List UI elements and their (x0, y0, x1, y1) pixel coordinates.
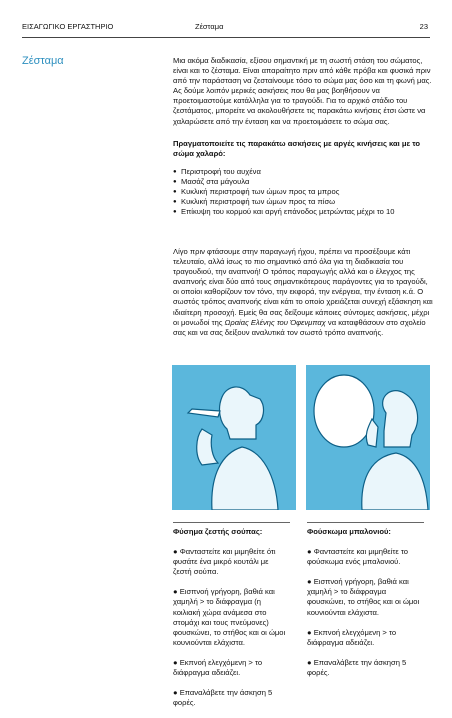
breathing-illustration (172, 365, 430, 510)
list-item: ● Εκπνοή ελεγχόμενη > το διάφραγμα αδειάζει. (173, 657, 263, 678)
workshop-label: ΕΙΣΑΓΩΓΙΚΟ ΕΡΓΑΣΤΗΡΙΟ (22, 22, 114, 31)
list-item: ● Επίκυψη του κορμού και αργή επάνοδος μετρώντας μέχρι το 10 (173, 207, 433, 217)
operetta-title: Ωραίας Ελένης του Όφενμπαχ (224, 317, 326, 327)
chapter-label: Ζέσταμα (195, 22, 224, 31)
warmup-list (173, 167, 433, 217)
soup-exercise-title: Φύσημα ζεστής σούπας: (173, 527, 263, 536)
exercise-divider-left (173, 522, 290, 523)
list-item: ● Κυκλική περιστροφή των ώμων προς τα μπρος (173, 187, 433, 197)
list-item: ● Εκπνοή ελεγχόμενη > το διάφραγμα αδειάζει. (307, 627, 397, 647)
list-item: ● Επαναλάβετε την άσκηση 5 φορές. (173, 688, 273, 708)
list-item: ● Περιστροφή του αυχένα (173, 167, 433, 177)
section-title: Ζέσταμα (22, 55, 64, 67)
list-item: ● Εισπνοή γρήγορη, βαθιά και χαμηλή > το διάφραγμα φουσκώνει, το στήθος και οι ώμοι κουνιούνται ελάχιστα. (307, 577, 420, 617)
list-item: ● Κυκλική περιστροφή των ώμων προς τα πίσω (173, 197, 433, 207)
soup-exercise (173, 527, 289, 718)
page-number: 23 (419, 22, 428, 31)
paragraph-text: Λίγο πριν φτάσουμε στην παραγωγή ήχου, πρέπει να προσέξουμε κάτι τελευταίο, αλλά ίσως το πιο σημαντικό από όλα για τη διαδικασία του τραγουδιού, την αναπνοή! Ο τρόπος παραγωγής αλλά και ο έλεγχος της αναπνοής είναι δύο από τους σημαντικότερους παράγοντες για το τραγούδι, οι οποίοι καθορίζουν τον τόνο, την εκφορά, την ενέργεια, την ένταση κ.ά. Ο σωστός τρόπος αναπνοής είναι κάτι το οποίο χρειάζεται συνεχή εξάσκηση και ιδιαίτερη προσοχή. Εμείς θα σας δείξουμε κάποιες σύντομες ασκήσεις, μέχρι οι μονωδοί της (173, 247, 433, 327)
breathing-paragraph (173, 247, 433, 338)
header-divider (22, 37, 430, 38)
paragraph-text: να καταφθάσουν στο σχολείο σας και να σας δείξουν αναλυτικά τον σωστό τρόπο αναπνοής. (173, 317, 426, 337)
exercise-subheading: Πραγματοποιείτε τις παρακάτω ασκήσεις με αργές κινήσεις και με το σώμα χαλαρό: (173, 139, 421, 159)
list-item: ● Φανταστείτε και μιμηθείτε ότι φυσάτε ένα μικρό κουτάλι με ζεστή σούπα. (173, 547, 276, 577)
exercise-divider-right (307, 522, 424, 523)
intro-paragraph: Μια ακόμα διαδικασία, εξίσου σημαντική με τη σωστή στάση του σώματος, είναι και το ζέσταμα. Είναι απαραίτητο πριν από κάθε πρόβα και φυσικά πριν από την παράσταση να ζεσταίνουμε τόσο το σώμα μας όσο και τη φωνή μας. Ας δούμε λοιπόν μερικές ασκήσεις που θα μας βοηθήσουν να προετοιμαστούμε κατάλληλα για το τραγούδι. Για το αρχικό στάδιο του ζεστάματος, μπορείτε να ακολουθήσετε τις παρακάτω κινήσεις έτσι ώστε να χαλαρώσετε από την ένταση και να προετοιμάσετε το σώμα σας. (173, 56, 432, 126)
list-item: ● Επαναλάβετε την άσκηση 5 φορές. (307, 657, 407, 677)
list-item: ● Εισπνοή γρήγορη, βαθιά και χαμηλή > το διάφραγμα (η κοιλιακή χώρα ανάμεσα στο στομάχι και τους πνεύμονες) φουσκώνει, το στήθος και οι ώμοι κουνιούνται ελάχιστα. (173, 587, 286, 647)
list-item: ● Μασάζ στα μάγουλα (173, 177, 433, 187)
list-item: ● Φανταστείτε και μιμηθείτε το φούσκωμα ενός μπαλονιού. (307, 547, 408, 567)
page-header (22, 22, 428, 36)
balloon-exercise-title: Φούσκωμα μπαλονιού: (307, 527, 391, 536)
balloon-exercise (307, 527, 423, 688)
